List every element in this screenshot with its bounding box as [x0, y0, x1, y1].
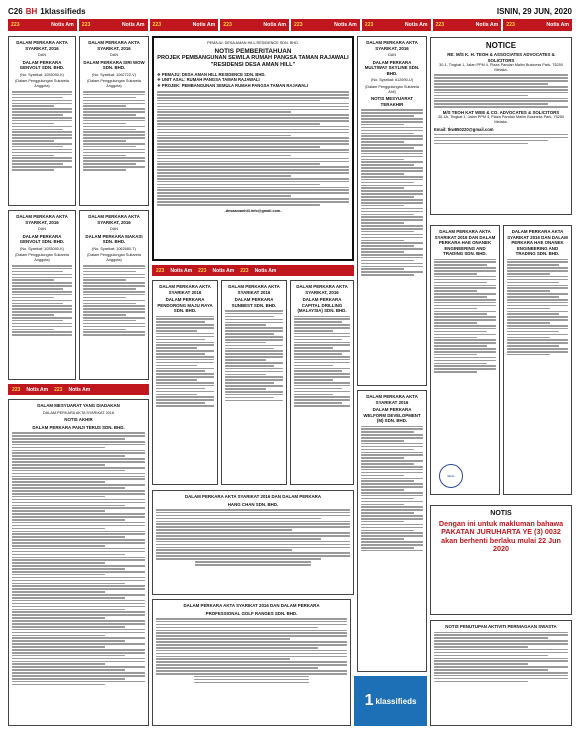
category-header: 223 Notis Am: [362, 19, 431, 31]
page-number: C26: [8, 6, 23, 16]
bullet-unit: ❖ UNIT ASAL: RUMAH PANGSA TAMAN RAJAWALI: [157, 77, 260, 83]
category-header-bar: [8, 19, 572, 31]
category-header: 223 Notis Am: [291, 19, 360, 31]
notice-title: NOTICE: [485, 41, 517, 50]
bullet-developer: ❖ PEMAJU: DESA AMAN HILL RESIDENCE SDN. BHD.: [157, 71, 266, 77]
notice-teoh-associates: NOTICE RE: M/S K. H. TEOH & ASSOCIATES ADVOCATES & SOLICITORS 30-1, Tingkat 1, Jalan PPM 4, Plaza Pandan Malim Business Park, 75250 Melaka. M/S TEOH KAT WEE & CO. ADVOCATES & SOLICITORS 30-1A, Tingkat 1, Jalan PPM 4, Plaza Pandan Malim Business Park, 75250 Melaka. Email: tkw850220@gmail.com: [430, 37, 572, 215]
developer-line: PEMAJU: DESA AMAN HILL RESIDENCE SDN. BHD.: [207, 41, 299, 45]
category-header: 223 Notis Am: [150, 19, 219, 31]
notice-professional-golf: DALAM PERKARA AKTA SYARIKAT 2016 DAN DALAM PERKARA PROFESSIONAL GOLF RANGES SDN. BHD.: [152, 599, 351, 726]
notice-penutupan: NOTIS PENUTUPAN AKTIVITI PERNIAGAAN SWASTA: [430, 620, 572, 726]
category-header: 223 Notis Am: [433, 19, 502, 31]
notice-capital-drilling: DALAM PERKARA AKTA SYARIKAT, 2016 DALAM PERKARA CAPITAL DRILLING (MALAYSIA) SDN. BHD.: [290, 280, 354, 485]
notice-hae-onanek: DALAM PERKARA AKTA SYARIKAT 2016 DAN DALAM PERKARA HAE ONANEK ENGINEERING AND TRADING SDN. BHD. SEAL: [430, 225, 500, 495]
category-header: 223 Notis Am: [8, 19, 77, 31]
notice-welform: DALAM PERKARA AKTA SYARIKAT 2016 DALAM PERKARA WELFORM DEVELOPMENT (M) SDN. BHD.: [357, 390, 427, 672]
notice-heading: NOTIS PEMBERITAHUAN: [214, 47, 292, 55]
contact-email: Email: tkw850220@gmail.com: [434, 126, 494, 132]
notice-pendorong-maju: DALAM PERKARA AKTA SYARIKAT 2016 DALAM PERKARA PENDORONG MAJU RAYA SDN. BHD.: [152, 280, 218, 485]
developer-email: -desaamanhill.info@gmail.com-: [224, 208, 282, 213]
company-stamp-icon: SEAL: [439, 464, 463, 488]
notis-ad-title: NOTIS: [490, 510, 512, 517]
notice-hang-chan: DALAM PERKARA AKTA SYARIKAT 2016 DAN DALAM PERKARA HANG CHAN SDN. BHD.: [152, 490, 354, 595]
bullet-project: ❖ PROJEK: PEMBANGUNAN SEMULA RUMAH PANGSA TAMAN RAJAWALI: [157, 82, 309, 88]
masthead: [8, 4, 572, 18]
residence-heading: "RESIDENSI DESA AMAN HILL": [210, 62, 296, 69]
brand: BH: [25, 6, 38, 16]
1klassifieds-logo-ad[interactable]: 1 klassifieds: [354, 676, 427, 726]
section-title: 1klassifieds: [40, 6, 86, 16]
category-header: 223 Notis Am: [503, 19, 572, 31]
notice-genvolt-1: DALAM PERKARA AKTA SYARIKAT, 2016 DAN DALAM PERKARA GENVOLT SDN. BHD. (No. Syarikat: 1053090-K) (Dalam Penggulungan Sukarela Anggota): [8, 36, 76, 206]
category-strip: 223 Notis Am 223 Notis Am 223 Notis Am: [152, 265, 354, 276]
category-strip-left: 223 Notis Am 223 Notis Am: [8, 384, 149, 395]
project-heading: PROJEK PEMBANGUNAN SEWILA RUMAH PANGSA TAMAN RAJAWALI: [157, 55, 349, 62]
notice-genvolt-2: DALAM PERKARA AKTA SYARIKAT, 2016 DAN DALAM PERKARA GENVOLT SDN. BHD. (No. Syarikat: 1053090-K) (Dalam Penggulungan Sukarela Anggota): [8, 210, 76, 380]
notice-panji-terus: DALAM MESYUARAT YANG DIADAKAN DALAM PERKARA AKTA SYARIKAT 2016 NOTIS AKHIR DALAM PERKARA PANJI TERUS SDN. BHD.: [8, 399, 149, 726]
notice-siri-wow: DALAM PERKARA AKTA SYARIKAT, 2016 DAN DALAM PERKARA SIRI WOW SDN. BHD. (No. Syarikat: 1062722-V) (Dalam Penggulungan Sukarela Anggota): [79, 36, 149, 206]
issue-date: ISNIN, 29 JUN, 2020: [496, 6, 572, 16]
notice-sunbest: DALAM PERKARA AKTA SYARIKAT 2016 DALAM PERKARA SUNBEST SDN. BHD.: [221, 280, 287, 485]
notis-advertisement: [430, 505, 572, 615]
category-header: 223 Notis Am: [220, 19, 289, 31]
notice-hae-onanek-2: DALAM PERKARA AKTA SYARIKAT 2016 DAN DALAM PERKARA HAE ONANEK ENGINEERING AND TRADING SDN. BHD.: [503, 225, 572, 495]
notice-multiway-skyline: DALAM PERKARA AKTA SYARIKAT, 2016 DAN DALAM PERKARA MULTIWAY SKYLINE SDN. BHD. (No. Syarikat: 612690-U) (Dalam Penggulungan Sukarela Ahli) NOTIS MESYUARAT TERAKHIR: [357, 36, 427, 386]
category-header: 223 Notis Am: [79, 19, 148, 31]
notice-desa-aman-hill: [152, 36, 354, 261]
notice-makasi: DALAM PERKARA AKTA SYARIKAT, 2016 DAN DALAM PERKARA MAKASI SDN. BHD. (No. Syarikat: 1062680-T) (Dalam Penggulungan Sukarela Anggota): [79, 210, 149, 380]
notis-ad-body: Dengan ini untuk makluman bahawa PAKATAN JURUHARTA YE (3) 0032 akan berhenti berlaku mulai 22 Jun 2020: [438, 519, 564, 553]
